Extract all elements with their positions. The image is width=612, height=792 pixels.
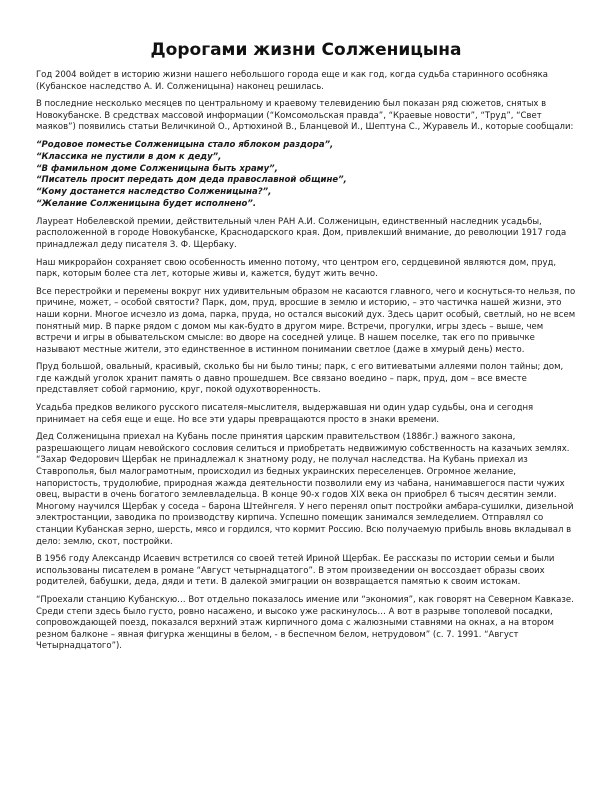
body-paragraph: Усадьба предков великого русского писателя–мыслителя, выдержавшая ни один удар судьбы, она и сегодня принимает на себя еще и еще. Но все эти удары превращаются просто в знаки времени. xyxy=(36,403,534,425)
headline-quote: “Классика не пустили в дом к деду”, xyxy=(36,151,222,162)
body-paragraph: Наш микрорайон сохраняет свою особенность именно потому, что центром его, сердцевиной являются дом, пруд, парк, которым более ста лет, которые живы и, кажется, будут жить вечно. xyxy=(36,257,557,280)
headline-quote: “В фамильном доме Солженицына быть храму”, xyxy=(36,163,278,174)
page-title: Дорогами жизни Солженицына xyxy=(150,40,462,60)
headline-quote: “Писатель просит передать дом деда православной общине”, xyxy=(36,175,347,186)
headline-quote: “Желание Солженицына будет исполнено”. xyxy=(36,198,257,209)
headline-quotes xyxy=(36,140,576,211)
body-paragraph: Все перестройки и перемены вокруг них удивительным образом не касаются главного, чего и коснуться-то нельзя, по причине, может, – особой святости? Парк, дом, пруд, вросшие в землю и историю, – это частичка нашей жизни, это наши корни. Многое исчезло из дома, парка, пруда, но остался высокий дух. Здесь царит особый, светлый, но не всем понятный мир. В парке рядом с домом мы как-будто в другом мире. Встречи, прогулки, игры здесь – выше, чем встречи и игры в обывательском смысле: во дворе на соседней улице. В нашем поселке, так его по привычке называют местные жители, это единственное в истинном понимании светлое (даже в хмурый день) место. xyxy=(36,286,576,355)
body-paragraph: “Проехали станцию Кубанскую… Вот отдельно показалось имение или “экономия”, как говорят на Северном Кавказе. Среди степи здесь было густо, ровно насажено, и высоко уже раскинулось… А вот в разрыве тополевой посадки, сопровождающей поезд, показался верхний этаж кирпичного дома с жалюзными ставнями на окнах, а на втором резном балконе – явная фигурка женщины в белом, - в беспечном белом, нетрудовом” (с. 7. 1991. “Август Четырнадцатого”). xyxy=(36,594,574,652)
intro-paragraph: Год 2004 войдет в историю жизни нашего небольшого города еще и как год, когда судьба старинного особняка (Кубанское наследство А. И. Солженицына) наконец решилась. xyxy=(36,70,548,92)
headline-quote: “Кому достанется наследство Солженицына?”, xyxy=(36,187,272,198)
body-paragraph: Дед Солженицына приехал на Кубань после принятия царским правительством (1886г.) важного закона, разрешающего лицам невойского сословия селиться и приобретать недвижимую собственность на казачьих землях. “Захар Федорович Щербак не принадлежал к знатному роду, не получал наследства. На Кубань приехал из Ставрополья, был малограмотным, происходил из бедных украинских переселенцев. Огромное желание, напористость, трудолюбие, природная жажда деятельности позволили ему из чабана, нанимавшегося пасти чужих овец, вырасти в очень богатого землевладельца. В конце 90-х годов XIX века он приобрел 6 тысяч десятин земли. Многому научился Щербак у соседа – барона Штейнгеля. У него перенял опыт постройки амбара-сушилки, дизельной электростанции, заводика по производству кирпича. Успешно помещик занимался земледелием. Отправлял со станции Кубанская зерно, шерсть, мясо и гордился, что кормит Россию. Всю получаемую прибыль вновь вкладывал в дело: землю, скот, постройки. xyxy=(36,432,574,547)
media-paragraph: В последние несколько месяцев по центральному и краевому телевидению был показан ряд сюжетов, снятых в Новокубанске. В средствах массовой информации (“Комсомольская правда”, “Краевые новости”, “Труд”, “Свет маяков”) появились статьи Величкиной О., Артюхиной В., Бланцевой И., Шептуна С., Журавель И., которые сообщали: xyxy=(36,99,574,133)
body-paragraph: Пруд большой, овальный, красивый, сколько бы ни было тины; парк, с его витиеватыми аллеями полон тайны; дом, где каждый уголок хранит память о давно прошедшем. Все связано воедино – парк, пруд, дом – все вместе представляет собой гармонию, круг, покой одухотворенность. xyxy=(36,362,564,396)
headline-quote: “Родовое поместье Солженицына стало яблоком раздора”, xyxy=(36,139,334,150)
body-paragraph: Лауреат Нобелевской премии, действительный член РАН А.И. Солженицын, единственный наследник усадьбы, расположенной в городе Новокубанске, Краснодарского края. Дом, привлекший внимание, до революции 1917 года принадлежал деду писателя З. Ф. Щербаку. xyxy=(36,216,567,250)
body-paragraph: В 1956 году Александр Исаевич встретился со своей тетей Ириной Щербак. Ее рассказы по истории семьи и были использованы писателем в романе “Август четырнадцатого”. В этом произведении он воссоздает образы своих родителей, бабушки, деда, дяди и тети. В далекой эмиграции он возвращается памятью к своим истокам. xyxy=(36,554,555,588)
